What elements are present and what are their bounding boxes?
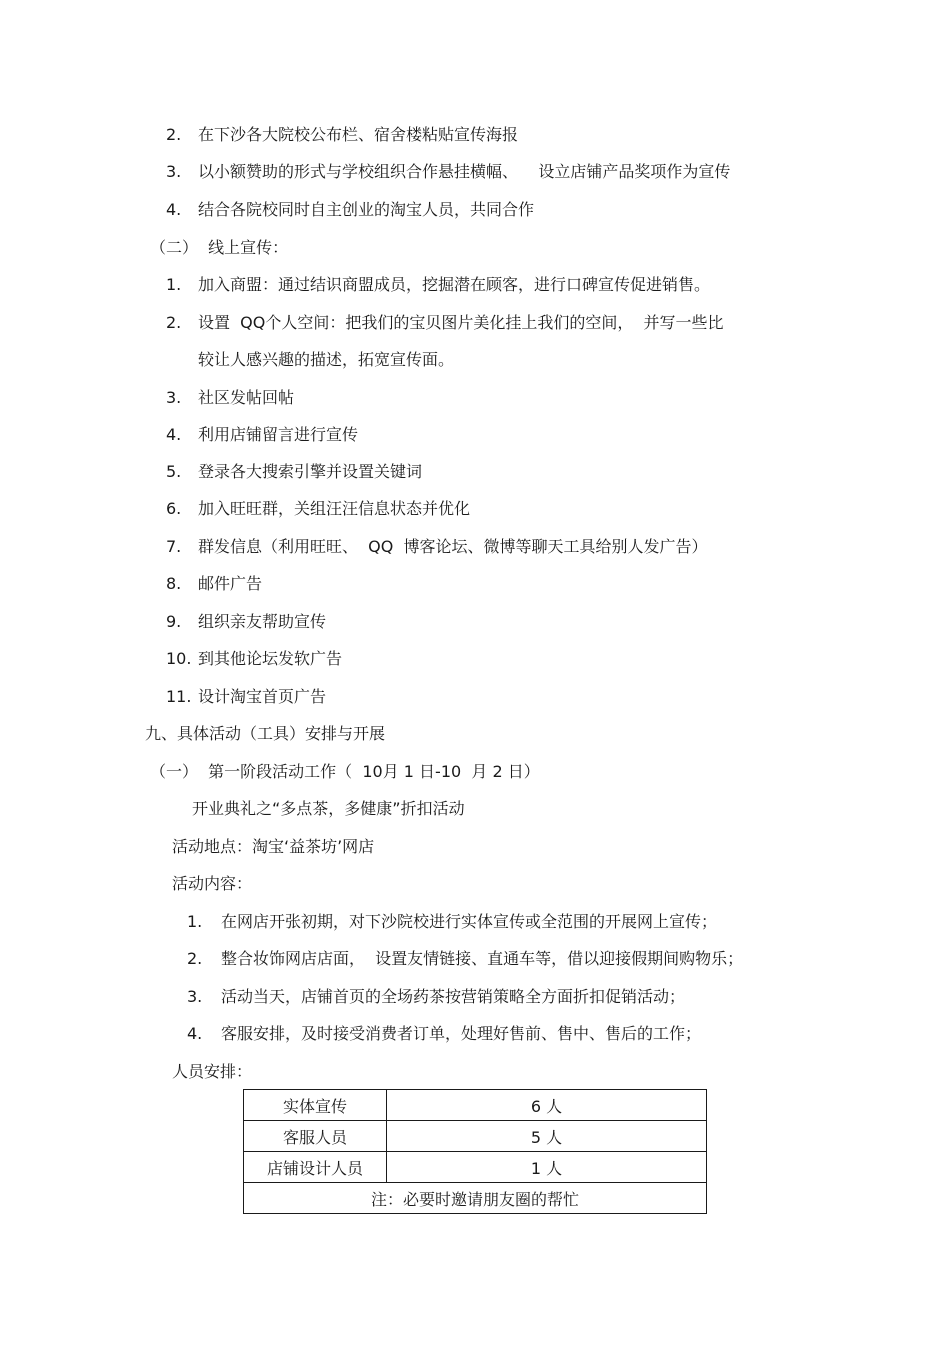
list-number: 6. — [166, 499, 182, 518]
list-text: 在下沙各大院校公布栏、宿舍楼粘贴宣传海报 — [198, 125, 519, 144]
table-cell-count: 6 人 — [387, 1090, 707, 1121]
list-number: 11. — [166, 687, 192, 706]
table-row — [244, 1121, 707, 1152]
list-item — [166, 200, 534, 220]
list-item — [166, 275, 710, 295]
list-text: 加入旺旺群，关组汪汪信息状态并优化 — [198, 499, 471, 518]
list-item — [166, 388, 294, 408]
table-row-note — [244, 1183, 707, 1214]
list-item — [166, 125, 518, 145]
list-item — [166, 537, 708, 557]
list-item — [187, 949, 743, 969]
list-number: 9. — [166, 612, 182, 631]
list-item — [166, 612, 326, 632]
staff-table — [243, 1089, 707, 1214]
table-cell-role: 实体宣传 — [244, 1090, 387, 1121]
list-item-continued — [166, 350, 454, 370]
list-number: 5. — [166, 462, 182, 481]
table-row — [244, 1152, 707, 1183]
list-number: 1. — [166, 275, 182, 294]
content-label: 活动内容： — [172, 874, 253, 893]
list-text: 加入商盟：通过结识商盟成员，挖掘潜在顾客，进行口碑宣传促进销售。 — [198, 275, 711, 294]
list-number: 2. — [166, 313, 182, 332]
list-item — [166, 425, 358, 445]
list-text: 邮件广告 — [198, 574, 263, 593]
list-item — [166, 462, 422, 482]
list-text: 到其他论坛发软广告 — [198, 649, 343, 668]
list-item — [166, 499, 470, 519]
list-text: 以小额赞助的形式与学校组织合作悬挂横幅、 设立店铺产品奖项作为宣传 — [198, 162, 731, 181]
list-number: 4. — [166, 425, 182, 444]
list-number: 2. — [187, 949, 203, 968]
event-location: 活动地点：淘宝‘益茶坊’网店 — [172, 837, 375, 856]
section-heading: 九、具体活动（工具）安排与开展 — [145, 724, 386, 743]
table-cell-role: 店铺设计人员 — [244, 1152, 387, 1183]
list-text: 在网店开张初期，对下沙院校进行实体宣传或全范围的开展网上宣传； — [221, 912, 718, 931]
list-number: 8. — [166, 574, 182, 593]
event-title: 开业典礼之“多点茶，多健康”折扣活动 — [192, 799, 465, 818]
table-row — [244, 1090, 707, 1121]
list-item — [166, 313, 724, 333]
list-item — [166, 687, 326, 707]
list-text: 登录各大搜索引擎并设置关键词 — [198, 462, 423, 481]
phase-heading: （一） 第一阶段活动工作（ 10月 1 日-10 月 2 日） — [150, 762, 540, 781]
list-text: 组织亲友帮助宣传 — [198, 612, 327, 631]
list-item — [187, 1024, 701, 1044]
table-cell-count: 1 人 — [387, 1152, 707, 1183]
list-item — [166, 162, 730, 182]
list-text: 客服安排，及时接受消费者订单，处理好售前、售中、售后的工作； — [221, 1024, 702, 1043]
list-number: 10. — [166, 649, 192, 668]
list-item — [166, 649, 342, 669]
list-number: 3. — [187, 987, 203, 1006]
list-number: 3. — [166, 162, 182, 181]
list-item — [187, 912, 717, 932]
list-number: 4. — [187, 1024, 203, 1043]
table-cell-role: 客服人员 — [244, 1121, 387, 1152]
list-text: 利用店铺留言进行宣传 — [198, 425, 359, 444]
table-cell-count: 5 人 — [387, 1121, 707, 1152]
list-text: 设置 QQ个人空间：把我们的宝贝图片美化挂上我们的空间， 并写一些比 — [198, 313, 724, 332]
list-number: 3. — [166, 388, 182, 407]
list-text: 社区发帖回帖 — [198, 388, 295, 407]
list-text: 整合妆饰网店店面， 设置友情链接、直通车等，借以迎接假期间购物乐； — [221, 949, 744, 968]
staff-label: 人员安排： — [172, 1062, 253, 1081]
table-note: 注：必要时邀请朋友圈的帮忙 — [244, 1183, 707, 1214]
list-number: 1. — [187, 912, 203, 931]
list-text: 较让人感兴趣的描述，拓宽宣传面。 — [198, 350, 455, 369]
list-item — [166, 574, 262, 594]
list-text: 设计淘宝首页广告 — [198, 687, 327, 706]
list-text: 群发信息（利用旺旺、 QQ 博客论坛、微博等聊天工具给别人发广告） — [198, 537, 708, 556]
list-number: 4. — [166, 200, 182, 219]
online-heading: （二） 线上宣传： — [150, 238, 289, 257]
list-text: 活动当天，店铺首页的全场药茶按营销策略全方面折扣促销活动； — [221, 987, 686, 1006]
list-item — [187, 987, 685, 1007]
list-number: 2. — [166, 125, 182, 144]
list-number: 7. — [166, 537, 182, 556]
list-text: 结合各院校同时自主创业的淘宝人员，共同合作 — [198, 200, 535, 219]
